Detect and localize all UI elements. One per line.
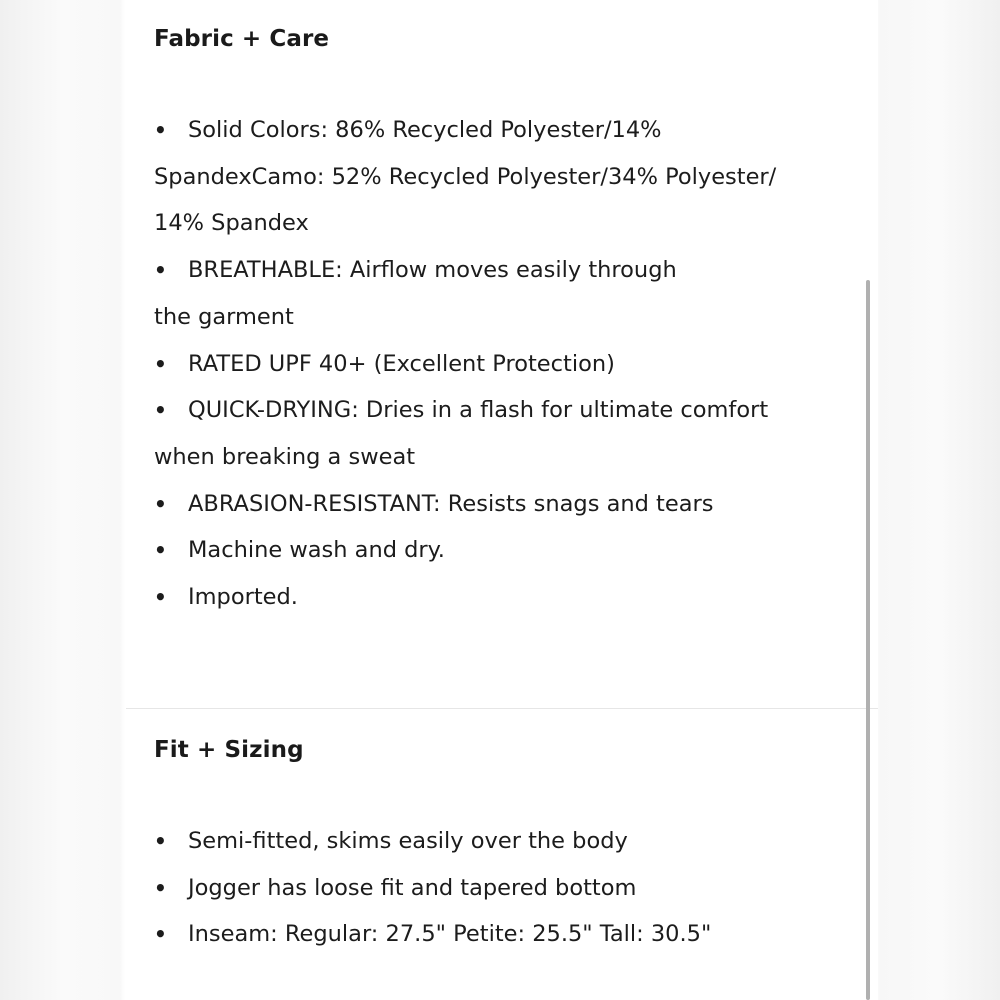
list-item [154,527,844,574]
list-item [154,341,844,388]
vertical-scrollbar[interactable] [866,280,870,1000]
list-item-continuation [154,154,844,201]
list-item-text: BREATHABLE: Airflow moves easily through [188,257,677,284]
list-item-text: Semi-fitted, skims easily over the body [188,828,628,854]
list-item-continuation [154,200,844,247]
bullet-icon: • [154,585,167,610]
list-item-text: Solid Colors: 86% Recycled Polyester/14% [188,117,662,143]
fabric-care-list [154,107,844,621]
list-item [154,107,844,154]
bullet-icon: • [154,351,167,376]
list-item-text: 14% Spandex [154,210,309,237]
bullet-icon: • [154,258,167,283]
list-item-text: ABRASION-RESISTANT: Resists snags and tears [188,490,714,517]
fit-sizing-heading[interactable]: Fit + Sizing [154,737,304,763]
list-item-text: when breaking a sweat [154,443,416,470]
list-item [154,911,844,958]
fit-sizing-list [154,818,844,958]
list-item-text: Machine wash and dry. [188,537,445,564]
bullet-icon: • [154,875,167,900]
bullet-icon: • [154,829,167,853]
bullet-icon: • [154,538,167,563]
list-item [154,865,844,912]
bullet-icon: • [154,118,167,142]
list-item-text: SpandexCamo: 52% Recycled Polyester/34% Polyester/ [154,163,777,190]
list-item [154,818,844,865]
list-item [154,481,844,528]
section-divider [126,708,878,709]
list-item-text: Inseam: Regular: 27.5" Petite: 25.5" Tall: 30.5" [188,921,712,948]
bullet-icon: • [154,922,167,947]
list-item-continuation [154,434,844,481]
list-item-text: Jogger has loose fit and tapered bottom [188,874,637,901]
list-item-text: Imported. [188,584,298,611]
bullet-icon: • [154,398,167,423]
list-item-text: the garment [154,303,294,330]
list-item-text: QUICK-DRYING: Dries in a flash for ultimate comfort [188,397,769,424]
list-item-text: RATED UPF 40+ (Excellent Protection) [188,350,615,377]
product-details-panel [126,0,878,1000]
list-item [154,574,844,621]
fabric-care-heading[interactable]: Fabric + Care [154,26,330,52]
list-item [154,387,844,434]
list-item [154,247,844,294]
list-item-continuation [154,294,844,341]
bullet-icon: • [154,491,167,516]
